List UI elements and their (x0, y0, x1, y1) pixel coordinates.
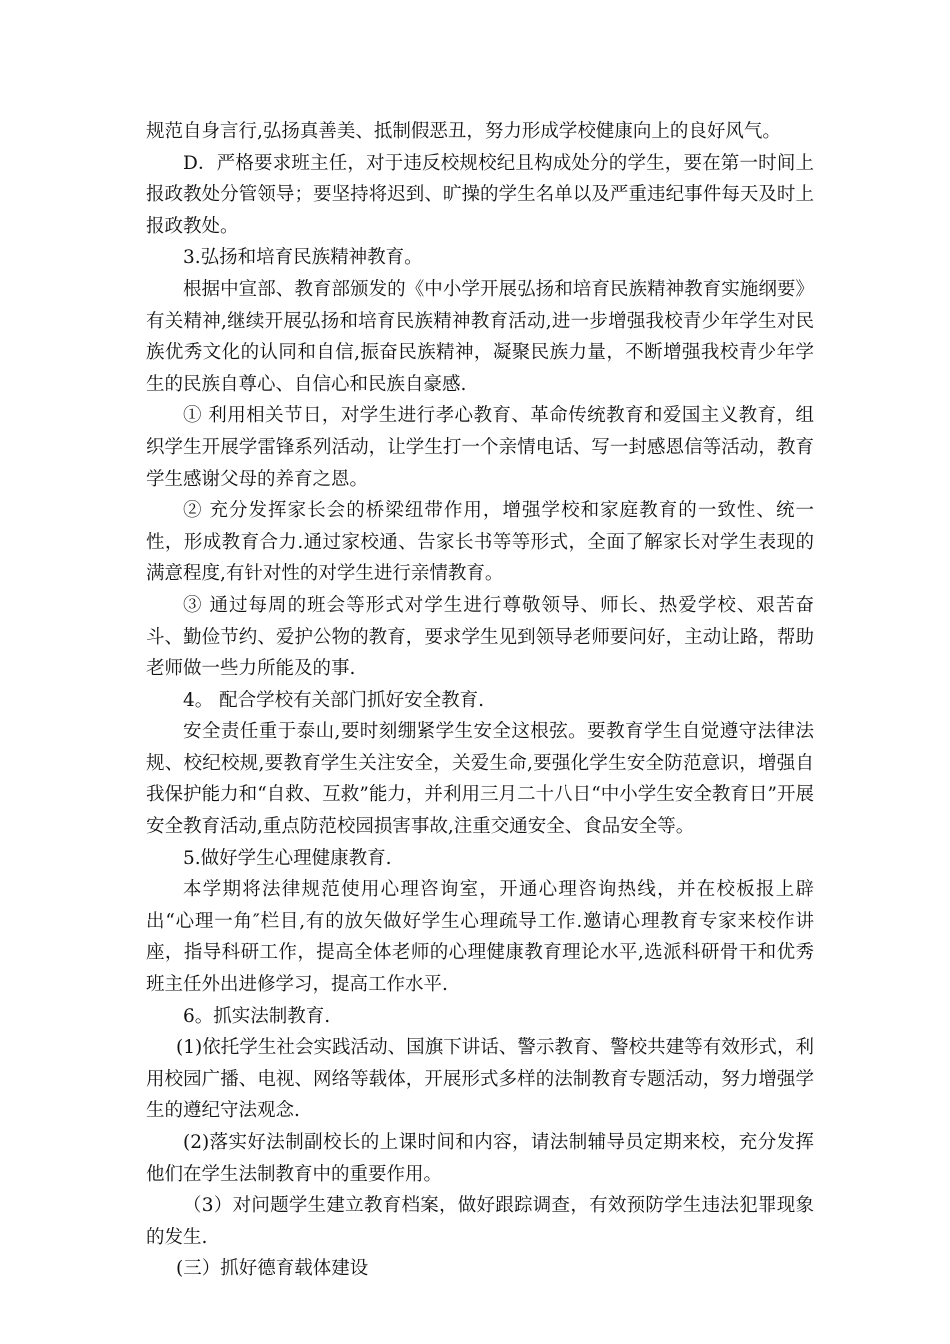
section-heading-5: 5.做好学生心理健康教育. (183, 847, 392, 869)
list-item-2: ② 充分发挥家长会的桥梁纽带作用，增强学校和家庭教育的一致性、统一性，形成教育合力.通过家校通、告家长书等等形式，全面了解家长对学生表现的满意程度,有针对性的对学生进行亲情教育。 (146, 500, 814, 585)
paragraph-safety: 安全责任重于泰山,要时刻绷紧学生安全这根弦。要教育学生自觉遵守法律法规、校纪校规,要教育学生关注安全，关爱生命,要强化学生安全防范意识，增强自我保护能力和“自救、互救”能力，并利用三月二十八日“中小学生安全教育日”开展安全教育活动,重点防范校园损害事故,注重交通安全、食品安全等。 (146, 721, 814, 838)
law-item-1: (1)依托学生社会实践活动、国旗下讲话、警示教育、警校共建等有效形式，利用校园广播、电视、网络等载体，开展形式多样的法制教育专题活动，努力增强学生的遵纪守法观念. (146, 1037, 814, 1122)
law-item-2: (2)落实好法制副校长的上课时间和内容，请法制辅导员定期来校，充分发挥他们在学生法制教育中的重要作用。 (146, 1132, 814, 1185)
section-heading-4: 4。 配合学校有关部门抓好安全教育. (183, 689, 485, 711)
list-item-1: ① 利用相关节日，对学生进行孝心教育、革命传统教育和爱国主义教育，组织学生开展学雷锋系列活动，让学生打一个亲情电话、写一封感恩信等活动，教育学生感谢父母的养育之恩。 (146, 405, 814, 490)
law-item-3: （3）对问题学生建立教育档案，做好跟踪调查，有效预防学生违法犯罪现象的发生. (146, 1195, 814, 1248)
subsection-heading-3: (三）抓好德育载体建设 (176, 1258, 369, 1280)
list-item-3: ③ 通过每周的班会等形式对学生进行尊敬领导、师长、热爱学校、艰苦奋斗、勤俭节约、爱护公物的教育，要求学生见到领导老师要问好，主动让路，帮助老师做一些力所能及的事. (146, 594, 814, 680)
paragraph-2: D．严格要求班主任，对于违反校规校纪且构成处分的学生，要在第一时间上报政教处分管领导；要坚持将迟到、旷操的学生名单以及严重违纪事件每天及时上报政教处。 (146, 152, 814, 237)
paragraph-4: 根据中宣部、教育部颁发的《中小学开展弘扬和培育民族精神教育实施纲要》有关精神,继续开展弘扬和培育民族精神教育活动,进一步增强我校青少年学生对民族优秀文化的认同和自信,振奋民族精神，凝聚民族力量，不断增强我校青少年学生的民族自尊心、自信心和民族自豪感. (146, 278, 814, 395)
section-heading-6: 6。抓实法制教育. (183, 1005, 331, 1027)
paragraph-psychology: 本学期将法律规范使用心理咨询室，开通心理咨询热线，并在校板报上辟出“心理一角″栏目,有的放矢做好学生心理疏导工作.邀请心理教育专家来校作讲座，指导科研工作，提高全体老师的心理健康教育理论水平,选派科研骨干和优秀班主任外出进修学习，提高工作水平. (146, 879, 814, 996)
section-heading-3: 3.弘扬和培育民族精神教育。 (183, 247, 423, 269)
paragraph-1: 规范自身言行,弘扬真善美、抵制假恶丑，努力形成学校健康向上的良好风气。 (146, 121, 781, 142)
document-body (146, 116, 814, 1285)
